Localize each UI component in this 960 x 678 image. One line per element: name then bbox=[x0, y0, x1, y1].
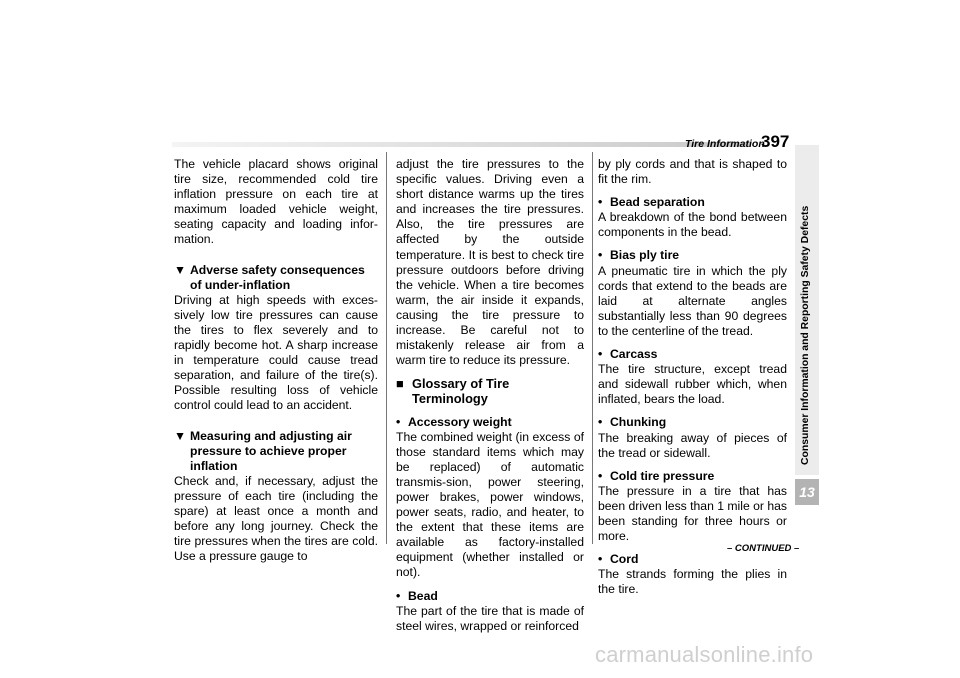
continued-paragraph: adjust the tire pressures to the specific values. Driving even a short distance warms up the tires and increases the tire pressures. Also, the tire pressures are affected by the outside temperature. It is best to check tire pressure outdoors before driving the vehicle. When a tire becomes warm, the air inside it expands, causing the tire pressure to increase. Be careful not to mistakenly release air from a warm tire to reduce its pressure. bbox=[396, 157, 584, 368]
running-header-section: Tire Information bbox=[685, 138, 765, 150]
glossary-heading-text: Glossary of Tire Terminology bbox=[412, 376, 510, 407]
glossary-term bbox=[598, 347, 787, 362]
intro-paragraph: The vehicle placard shows original tire size, recommended cold tire inflation pressure on each tire at maximum loaded vehicle weight, seating capacity and loading infor-mation. bbox=[174, 157, 378, 247]
glossary-term bbox=[598, 415, 787, 430]
glossary-term bbox=[598, 195, 787, 210]
term-definition: The part of the tire that is made of steel wires, wrapped or reinforced bbox=[396, 603, 584, 633]
watermark: carmanualsonline.info bbox=[595, 642, 814, 667]
term-definition: The strands forming the plies in the tire. bbox=[598, 567, 787, 597]
bullet-icon: • bbox=[598, 248, 603, 263]
continued-marker: – CONTINUED – bbox=[727, 543, 800, 554]
bullet-icon: • bbox=[598, 195, 603, 210]
bullet-icon: • bbox=[598, 347, 603, 362]
term-name: Cord bbox=[610, 552, 639, 567]
column-2 bbox=[396, 157, 584, 634]
term-name: Bead bbox=[408, 588, 438, 603]
under-inflation-paragraph: Driving at high speeds with exces-sively low tire pressures can cause the tires to flex severely and to rapidly become hot. A sharp increase in temperature could cause tread separation, and failure of the tire(s). Possible resulting loss of vehicle control could lead to an accident. bbox=[174, 292, 378, 413]
triangle-down-icon: ▼ bbox=[174, 428, 187, 443]
glossary-term bbox=[598, 552, 787, 567]
glossary-term bbox=[396, 415, 584, 430]
term-name: Bead separation bbox=[610, 195, 705, 210]
measuring-paragraph: Check and, if necessary, adjust the pressure of each tire (including the spare) at least once a month and before any long journey. Check the tire pressures when the tires are cold. Use a pressure gauge to bbox=[174, 473, 378, 564]
bullet-icon: • bbox=[598, 552, 603, 567]
term-definition: The breaking away of pieces of the tread or sidewall. bbox=[598, 430, 787, 460]
triangle-down-icon: ▼ bbox=[174, 262, 187, 277]
term-definition: A breakdown of the bond between components in the bead. bbox=[598, 210, 787, 240]
term-definition: The combined weight (in excess of those standard items which may be replaced) of automatic transmis-sion, power steering, power brakes, power windows, power seats, radio, and heater, to the extent that these items are available as factory-installed equipment (whether installed or not). bbox=[396, 429, 584, 580]
term-name: Chunking bbox=[610, 415, 667, 430]
subheading-under-inflation bbox=[174, 263, 378, 293]
continued-paragraph: by ply cords and that is shaped to fit the rim. bbox=[598, 157, 787, 187]
column-divider bbox=[592, 152, 593, 544]
term-definition: A pneumatic tire in which the ply cords that extend to the beads are laid at alternate angles substantially less than 90 degrees to the centerline of the tread. bbox=[598, 263, 787, 338]
subheading-text: Measuring and adjusting air pressure to achieve proper inflation bbox=[190, 428, 352, 473]
bullet-icon: • bbox=[598, 468, 603, 483]
glossary-term bbox=[598, 248, 787, 263]
term-definition: The pressure in a tire that has been driven less than 1 mile or has been standing for three hours or more. bbox=[598, 483, 788, 544]
glossary-heading bbox=[396, 376, 584, 406]
bullet-icon: • bbox=[396, 414, 401, 429]
term-name: Carcass bbox=[610, 347, 658, 362]
square-bullet-icon: ■ bbox=[396, 376, 404, 392]
term-definition: The tire structure, except tread and sidewall rubber which, when inflated, bears the load. bbox=[598, 362, 787, 407]
glossary-term bbox=[396, 589, 584, 604]
glossary-term bbox=[598, 469, 787, 484]
column-1 bbox=[174, 157, 378, 564]
chapter-number-badge: 13 bbox=[795, 479, 819, 505]
term-name: Cold tire pressure bbox=[610, 468, 715, 483]
term-name: Accessory weight bbox=[408, 414, 512, 429]
column-3 bbox=[598, 157, 787, 597]
bullet-icon: • bbox=[598, 415, 603, 430]
subheading-measuring-pressure bbox=[174, 429, 378, 474]
bullet-icon: • bbox=[396, 588, 401, 603]
header-rule bbox=[172, 142, 751, 147]
chapter-tab-title: Consumer Information and Reporting Safety Defects bbox=[800, 205, 811, 465]
subheading-text: Adverse safety consequences of under-inflation bbox=[190, 262, 365, 292]
term-name: Bias ply tire bbox=[610, 248, 680, 263]
page-number: 397 bbox=[761, 132, 790, 151]
column-divider bbox=[386, 152, 387, 544]
